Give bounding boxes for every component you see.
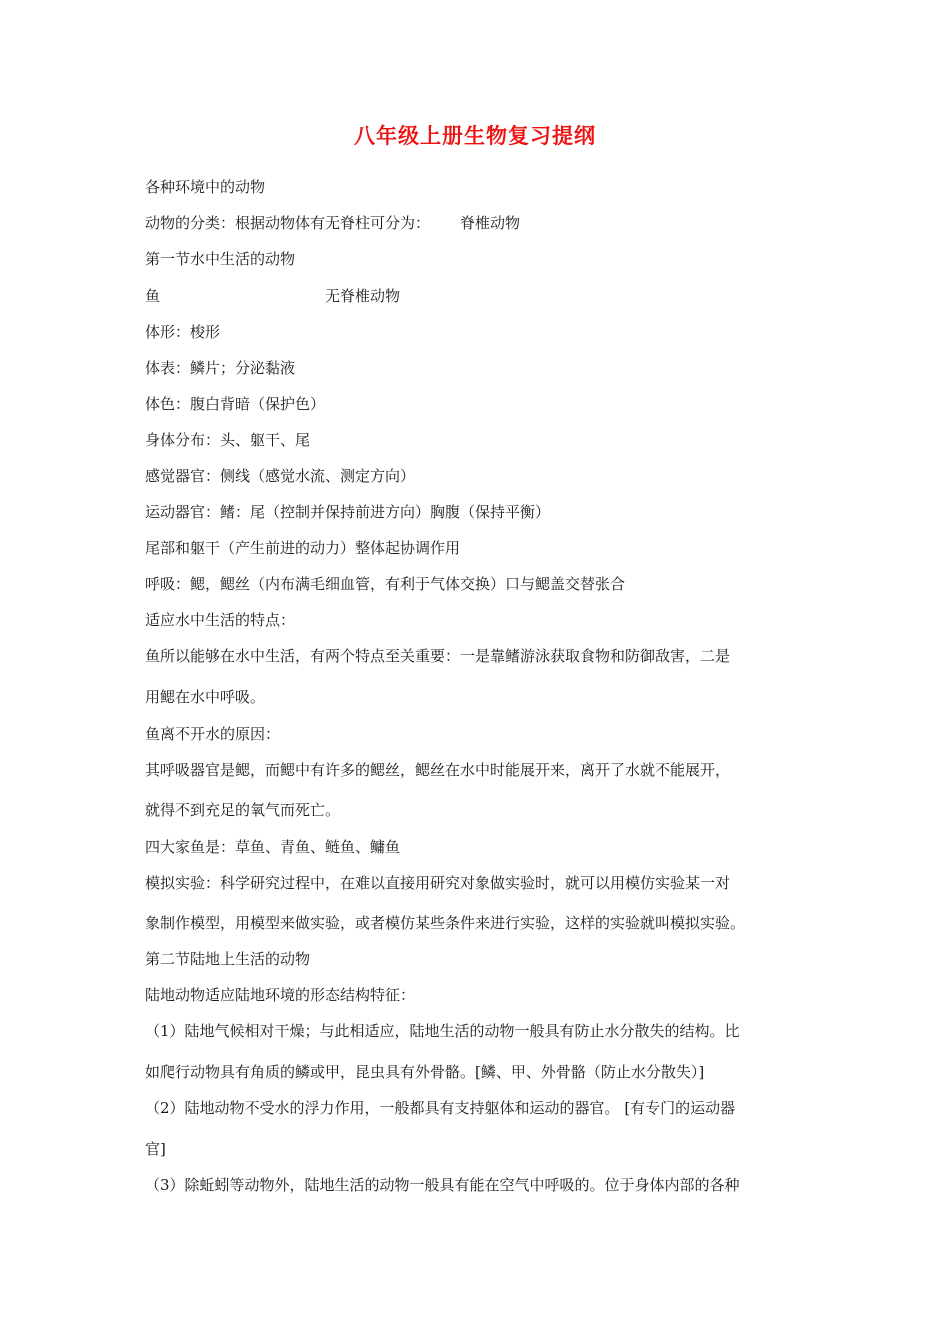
text-line: 各种环境中的动物: [145, 178, 266, 196]
text-line: 鱼所以能够在水中生活，有两个特点至关重要：一是靠鳍游泳获取食物和防御敌害，二是: [145, 647, 731, 665]
invertebrates-label: 无脊椎动物: [325, 287, 401, 305]
text-line: 感觉器官：侧线（感觉水流、测定方向）: [145, 467, 416, 485]
text-line: 鱼离不开水的原因：: [145, 725, 281, 743]
text-line: 官]: [145, 1140, 166, 1158]
text-line: 就得不到充足的氧气而死亡。: [145, 801, 341, 819]
vertebrates-label: 脊椎动物: [460, 214, 521, 232]
text-line: 体色：腹白背暗（保护色）: [145, 395, 326, 413]
text-line: （3）除蚯蚓等动物外，陆地生活的动物一般具有能在空气中呼吸的。位于身体内部的各种: [145, 1176, 740, 1194]
text-line: 四大家鱼是：草鱼、青鱼、鲢鱼、鳙鱼: [145, 838, 401, 856]
text-line: 鱼: [145, 287, 161, 305]
text-line: 动物的分类：根据动物体有无脊柱可分为：: [145, 214, 431, 232]
text-line: 尾部和躯干（产生前进的动力）整体起协调作用: [145, 539, 461, 557]
text-line: 模拟实验：科学研究过程中，在难以直接用研究对象做实验时，就可以用模仿实验某一对: [145, 874, 731, 892]
fish-line: [145, 285, 815, 307]
text-line: 象制作模型，用模型来做实验，或者模仿某些条件来进行实验，这样的实验就叫模拟实验。: [145, 914, 746, 932]
text-line: （2）陆地动物不受水的浮力作用，一般都具有支持躯体和运动的器官。 [有专门的运动器: [145, 1099, 736, 1117]
document-title: 八年级上册生物复习提纲: [354, 123, 596, 148]
text-line: 体形：梭形: [145, 323, 221, 341]
text-line: 身体分布：头、躯干、尾: [145, 431, 311, 449]
text-line: 用鳃在水中呼吸。: [145, 688, 266, 706]
text-line: 如爬行动物具有角质的鳞或甲，昆虫具有外骨骼。[鳞、甲、外骨骼（防止水分散失）]: [145, 1063, 705, 1081]
text-line: 其呼吸器官是鳃，而鳃中有许多的鳃丝，鳃丝在水中时能展开来，离开了水就不能展开，: [145, 761, 731, 779]
text-line: （1）陆地气候相对干燥；与此相适应，陆地生活的动物一般具有防止水分散失的结构。比: [145, 1022, 740, 1040]
text-line: 运动器官：鳍：尾（控制并保持前进方向）胸腹（保持平衡）: [145, 503, 551, 521]
text-line: 呼吸：鳃，鳃丝（内布满毛细血管，有利于气体交换）口与鳃盖交替张合: [145, 575, 626, 593]
text-line: 适应水中生活的特点：: [145, 611, 296, 629]
section-heading: 第二节陆地上生活的动物: [145, 950, 311, 968]
text-line: 体表：鳞片；分泌黏液: [145, 359, 296, 377]
text-line: 陆地动物适应陆地环境的形态结构特征：: [145, 986, 416, 1004]
section-heading: 第一节水中生活的动物: [145, 250, 296, 268]
classification-line: [145, 212, 815, 234]
